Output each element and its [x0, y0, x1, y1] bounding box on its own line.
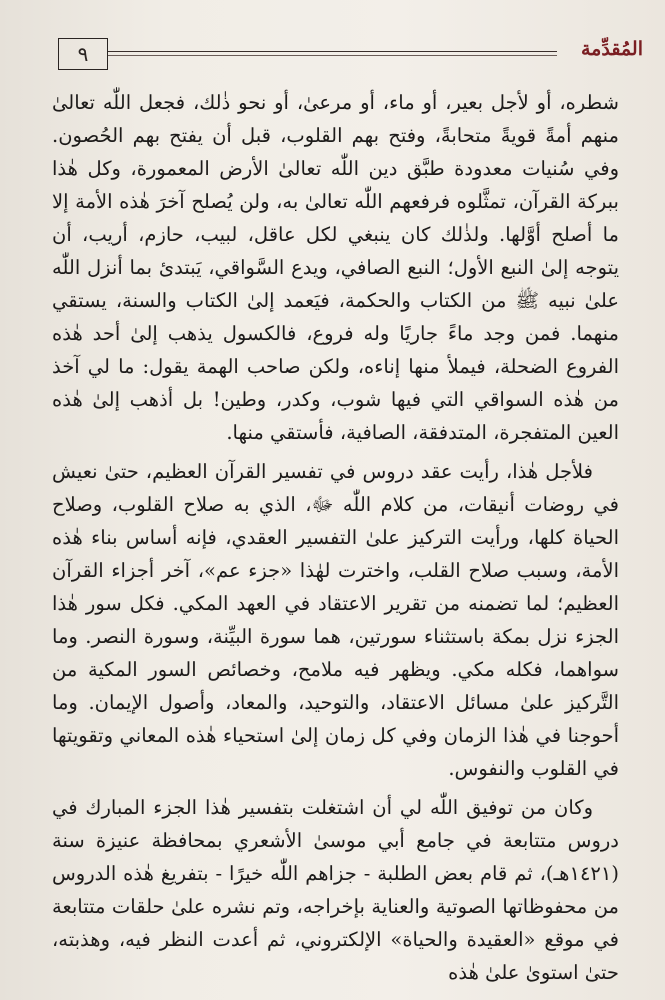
- paragraph-3-text: وكان من توفيق اللّٰه لي أن اشتغلت بتفسير هٰذا الجزء المبارك في دروس متتابعة في جامع أبي موسىٰ الأشعري بمحافظة عنيزة سنة (١٤٢١هـ)، ثم قام بعض الطلبة - جزاهم اللّٰه خيرًا - بتفريغ هٰذه الدروس من محفوظاتها الصوتية والعناية بإخراجه، وتم نشره علىٰ حلقات متتابعة في موقع «العقيدة والحياة» الإلكتروني، ثم أعدت النظر فيه، وهذبته، حتىٰ استوىٰ علىٰ هٰذه: [52, 796, 619, 984]
- page-header: [58, 38, 643, 70]
- page-number: ٩: [58, 38, 108, 70]
- body-text: [52, 86, 619, 989]
- header-rule: [108, 51, 557, 56]
- section-title: المُقدِّمة: [580, 38, 643, 60]
- paragraph-1: شطره، أو لأجل بعير، أو ماء، أو مرعىٰ، أو نحو ذٰلك، فجعل اللّٰه تعالىٰ منهم أمةً قويةً متحابةً، وفتح بهم القلوب، قبل أن يفتح بهم الحُصون. وفي سُنيات معدودة طبَّق دين اللّٰه تعالىٰ الأرض المعمورة، وكل هٰذا ببركة القرآن، تمثَّلوه فرفعهم اللّٰه تعالىٰ به، ولن يُصلح آخرَ هٰذه الأمة إلا ما أصلح أوَّلها. ولذٰلك كان ينبغي لكل عاقل، لبيب، حازم، أريب، أن يتوجه إلىٰ النبع الأول؛ النبع الصافي، ويدع السَّواقي، يَبتدئ بما أنزل اللّٰه علىٰ نبيه ﷺ من الكتاب والحكمة، فيَعمد إلىٰ الكتاب والسنة، يستقي منهما. فمن وجد ماءً جاريًا وله فروع، فالكسول يذهب إلىٰ أحد هٰذه الفروع الضحلة، فيملأ منها إناءه، ولكن صاحب الهمة يقول: ما لي آخذ من هٰذه السواقي التي فيها شوب، وكدر، وطين! بل أذهب إلىٰ هٰذه العين المتفجرة، المتدفقة، الصافية، فأستقي منها.: [52, 91, 619, 444]
- paragraph-2: [52, 455, 619, 785]
- paragraph-2-text: فلأجل هٰذا، رأيت عقد دروس في تفسير القرآن العظيم، حتىٰ نعيش في روضات أنيقات، من كلام اللّٰه ﷻ، الذي به صلاح القلوب، وصلاح الحياة كلها، ورأيت التركيز علىٰ التفسير العقدي، فإنه أساس بناء هٰذه الأمة، وسبب صلاح القلب، واخترت لهٰذا «جزء عم»، آخر أجزاء القرآن العظيم؛ لما تضمنه من تقرير الاعتقاد في العهد المكي. فكل سور هٰذا الجزء نزل بمكة باستثناء سورتين، هما سورة البيِّنة، وسورة النصر. وما سواهما، فكله مكي. ويظهر فيه ملامح، وخصائص السور المكية من التَّركيز علىٰ مسائل الاعتقاد، والتوحيد، والمعاد، وأصول الإيمان. وما أحوجنا في هٰذا الزمان وفي كل زمان إلىٰ استحياء هٰذه المعاني وتقويتها في القلوب والنفوس.: [52, 460, 619, 780]
- paragraph-3: [52, 791, 619, 989]
